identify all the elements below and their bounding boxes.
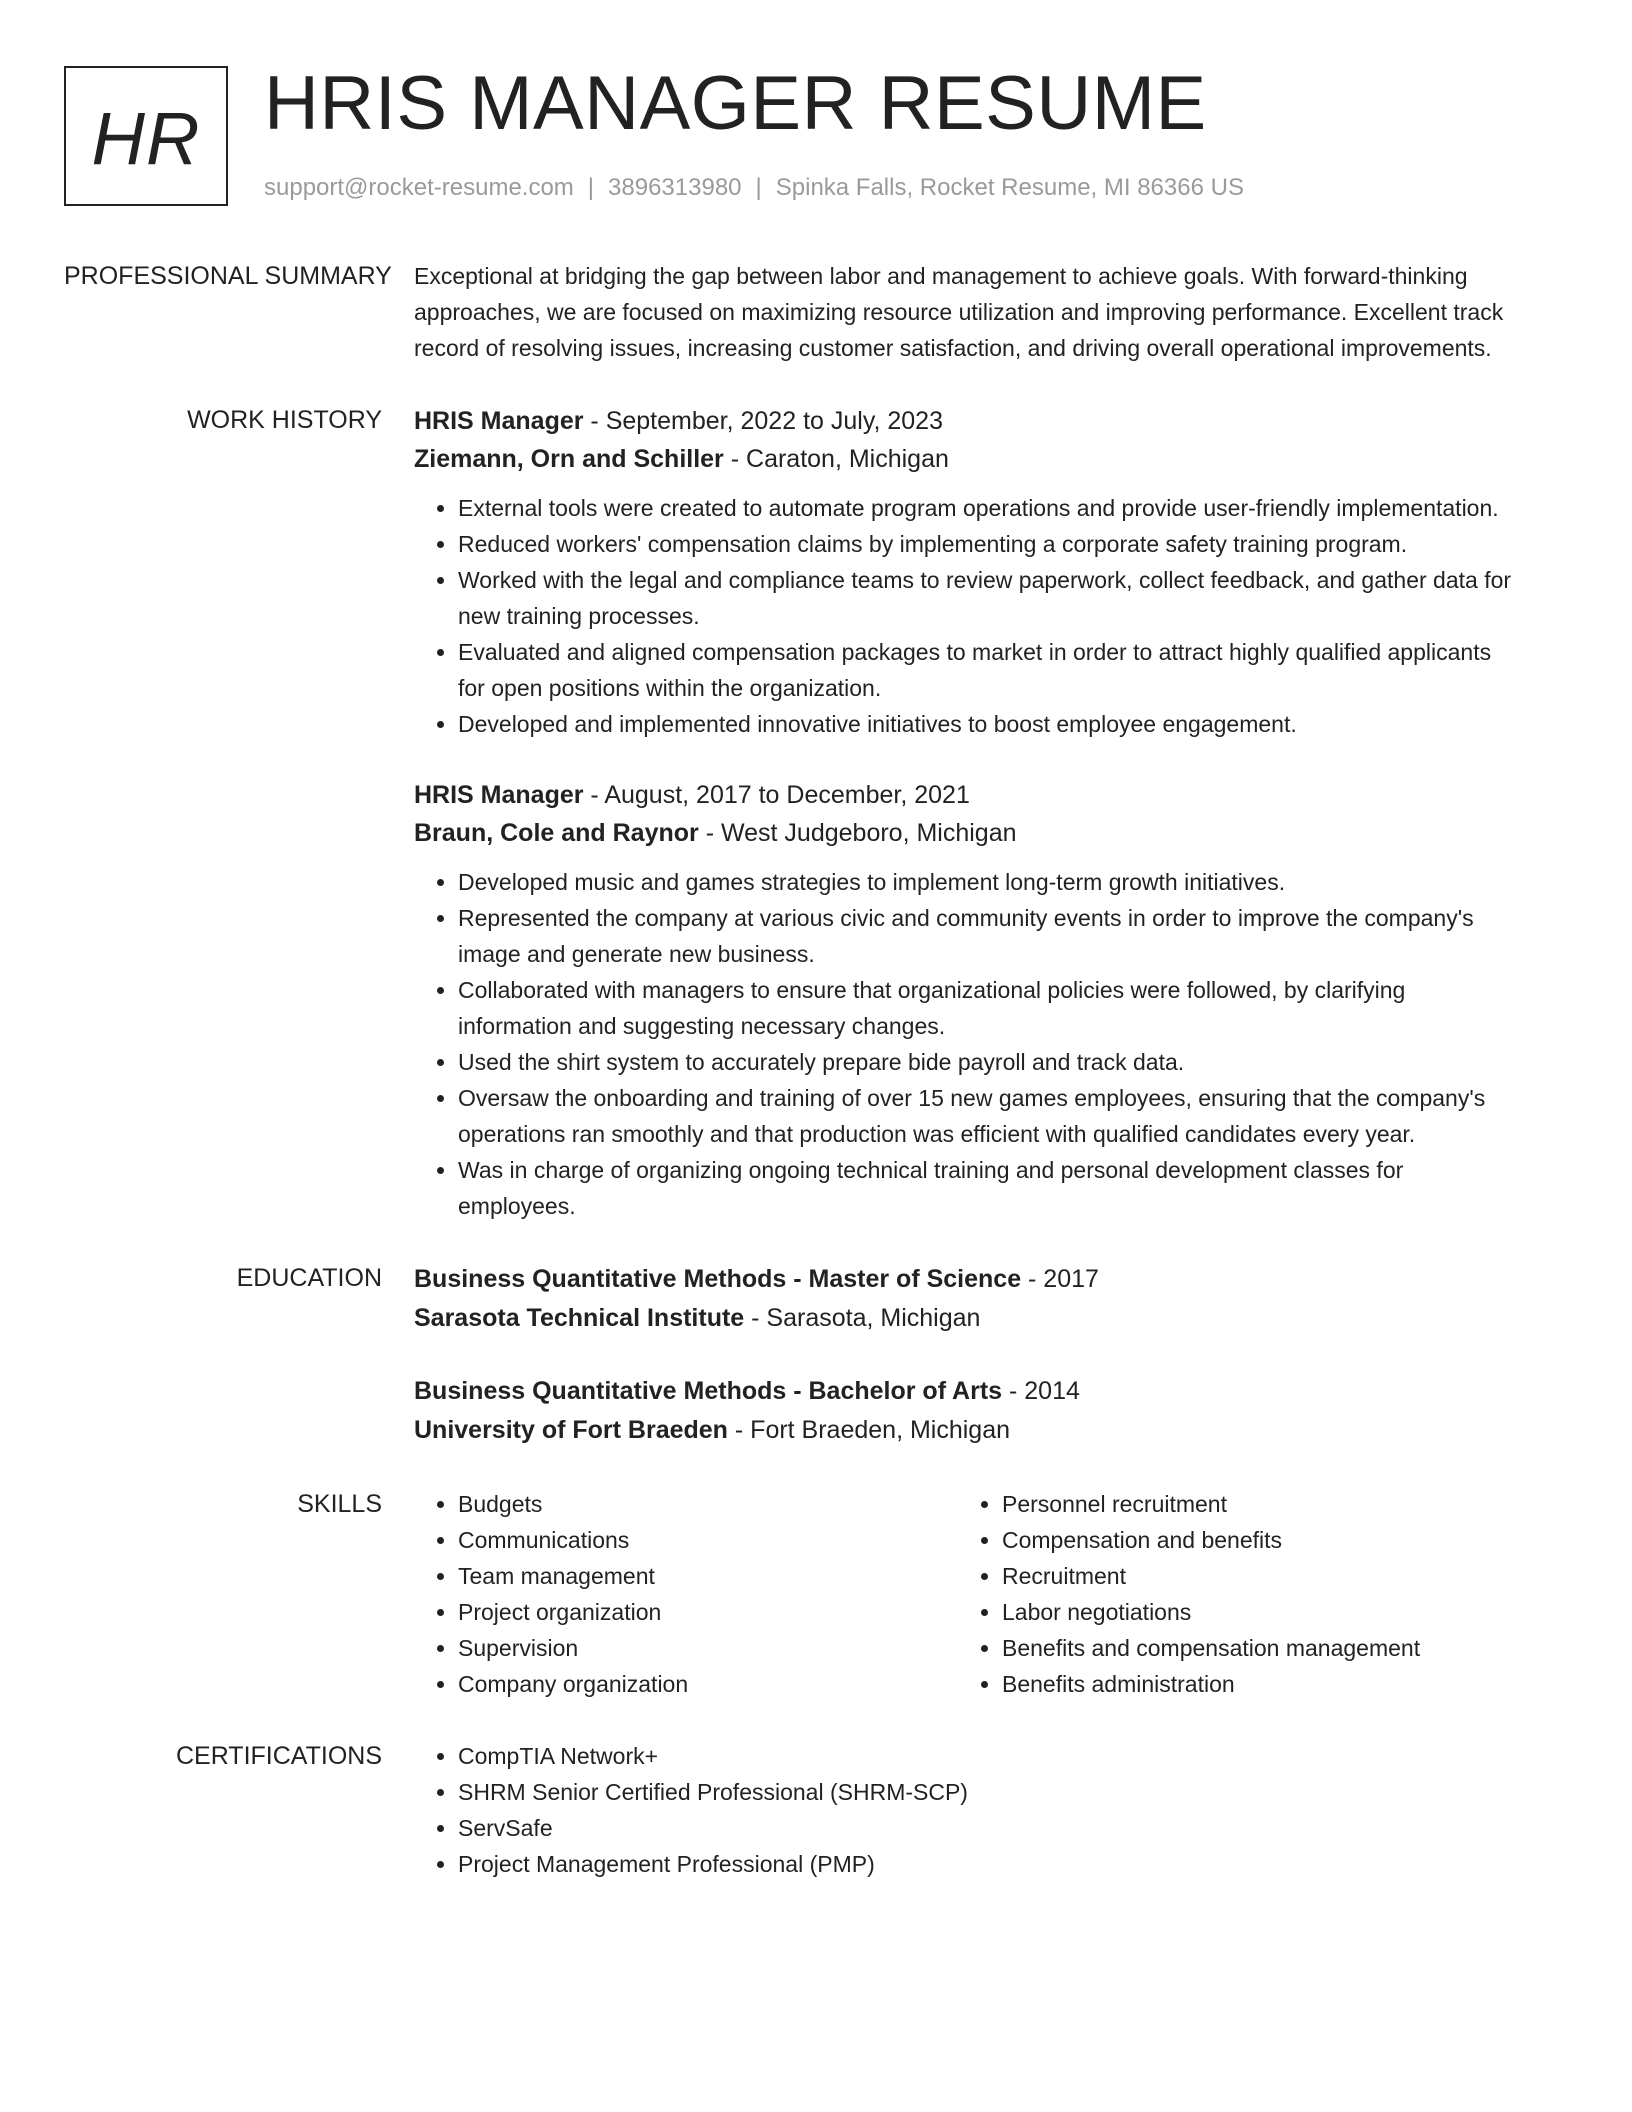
education-school: University of Fort Braeden <box>414 1416 728 1444</box>
job-bullet: • Evaluated and aligned compensation packages to market in order to attract highly qualified applicants for open positions within the organization. <box>458 634 1518 706</box>
skills-column-2 <box>958 1486 1502 1702</box>
resume-header <box>64 61 1568 210</box>
section-summary <box>64 258 1568 366</box>
resume-title: HRIS MANAGER RESUME <box>264 61 1207 146</box>
skill-item: • Compensation and benefits <box>1002 1522 1502 1558</box>
section-certifications <box>64 1738 1568 1882</box>
job-title: HRIS Manager <box>414 781 584 809</box>
certification-item: • SHRM Senior Certified Professional (SHRM-SCP) <box>458 1774 1568 1810</box>
education-degree: Business Quantitative Methods - Bachelor of Arts <box>414 1377 1003 1405</box>
job-bullet: • Oversaw the onboarding and training of over 15 new games employees, ensuring that the company's operations ran smoothly and that production was efficient with qualified candidates every year. <box>458 1080 1518 1152</box>
monogram-box <box>64 66 228 206</box>
skills-column-1 <box>414 1486 958 1702</box>
skill-item: • Recruitment <box>1002 1558 1502 1594</box>
job-bullet: • External tools were created to automate program operations and provide user-friendly implementation. <box>458 490 1518 526</box>
job-location: - Caraton, Michigan <box>723 445 949 473</box>
job-bullet: • Collaborated with managers to ensure that organizational policies were followed, by clarifying information and suggesting necessary changes. <box>458 972 1518 1044</box>
job-title-line <box>414 402 1568 440</box>
job-bullet: • Used the shirt system to accurately prepare bide payroll and track data. <box>458 1044 1518 1080</box>
job-location: - West Judgeboro, Michigan <box>698 819 1017 847</box>
job-company: Braun, Cole and Raynor <box>414 819 699 847</box>
contact-separator: | <box>755 174 762 201</box>
section-label-work-history: WORK HISTORY <box>187 406 382 434</box>
job-entry <box>414 402 1568 742</box>
section-label-education: EDUCATION <box>236 1264 382 1292</box>
education-degree-line <box>414 1260 1568 1299</box>
job-company: Ziemann, Orn and Schiller <box>414 445 724 473</box>
job-bullets <box>414 864 1518 1224</box>
education-degree-line <box>414 1372 1568 1411</box>
skill-item: • Benefits and compensation management <box>1002 1630 1502 1666</box>
job-company-line <box>414 440 1568 478</box>
contact-address: Spinka Falls, Rocket Resume, MI 86366 US <box>775 174 1244 201</box>
education-year: - 2014 <box>1002 1377 1080 1405</box>
education-school-line <box>414 1299 1568 1338</box>
certifications-list <box>414 1738 1568 1882</box>
education-school: Sarasota Technical Institute <box>414 1304 745 1332</box>
skills-grid <box>414 1486 1568 1702</box>
education-degree: Business Quantitative Methods - Master of Science <box>414 1265 1022 1293</box>
job-bullet: • Worked with the legal and compliance teams to review paperwork, collect feedback, and gather data for new training processes. <box>458 562 1518 634</box>
job-title: HRIS Manager <box>414 407 584 435</box>
section-label-summary: PROFESSIONAL SUMMARY <box>64 262 392 290</box>
education-entry <box>414 1260 1568 1338</box>
job-bullet: • Represented the company at various civic and community events in order to improve the company's image and generate new business. <box>458 900 1518 972</box>
job-bullet: • Developed music and games strategies to implement long-term growth initiatives. <box>458 864 1518 900</box>
job-entry <box>414 776 1568 1224</box>
contact-line <box>264 174 1244 202</box>
job-bullet: • Reduced workers' compensation claims by implementing a corporate safety training program. <box>458 526 1518 562</box>
section-label-skills: SKILLS <box>297 1490 382 1518</box>
education-location: - Fort Braeden, Michigan <box>727 1416 1011 1444</box>
section-education <box>64 1260 1568 1450</box>
monogram-initials: HR <box>91 96 201 180</box>
job-title-line <box>414 776 1568 814</box>
section-work-history <box>64 402 1568 1224</box>
education-school-line <box>414 1411 1568 1450</box>
skill-item: • Labor negotiations <box>1002 1594 1502 1630</box>
section-body-certifications <box>414 1738 1568 1882</box>
job-bullet: • Developed and implemented innovative initiatives to boost employee engagement. <box>458 706 1518 742</box>
job-company-line <box>414 814 1568 852</box>
section-body-skills <box>414 1486 1568 1702</box>
job-dates: - August, 2017 to December, 2021 <box>583 781 970 809</box>
section-body-summary <box>414 258 1568 366</box>
job-bullets <box>414 490 1518 742</box>
section-skills <box>64 1486 1568 1702</box>
job-bullet: • Was in charge of organizing ongoing technical training and personal development classes for employees. <box>458 1152 1518 1224</box>
summary-text: Exceptional at bridging the gap between labor and management to achieve goals. With forward-thinking approaches, we are focused on maximizing resource utilization and improving performance. Excellent track record of resolving issues, increasing customer satisfaction, and driving overall operational improvements. <box>414 263 1504 361</box>
skill-item: • Personnel recruitment <box>1002 1486 1502 1522</box>
section-label-certifications: CERTIFICATIONS <box>175 1742 382 1770</box>
skill-item: • Benefits administration <box>1002 1666 1502 1702</box>
education-entry <box>414 1372 1568 1450</box>
skill-item: • Project organization <box>458 1594 958 1630</box>
education-location: - Sarasota, Michigan <box>744 1304 981 1332</box>
certification-item: • CompTIA Network+ <box>458 1738 1568 1774</box>
contact-phone: 3896313980 <box>608 174 742 201</box>
skill-item: • Communications <box>458 1522 958 1558</box>
certification-item: • ServSafe <box>458 1810 1568 1846</box>
contact-email: support@rocket-resume.com <box>264 174 574 201</box>
contact-separator: | <box>587 174 595 201</box>
skill-item: • Company organization <box>458 1666 958 1702</box>
section-body-education <box>414 1260 1568 1450</box>
resume-sections <box>64 258 1568 1918</box>
skill-item: • Team management <box>458 1558 958 1594</box>
skill-item: • Supervision <box>458 1630 958 1666</box>
certification-item: • Project Management Professional (PMP) <box>458 1846 1568 1882</box>
education-year: - 2017 <box>1021 1265 1099 1293</box>
skill-item: • Budgets <box>458 1486 958 1522</box>
section-body-work-history <box>414 402 1568 1224</box>
job-dates: - September, 2022 to July, 2023 <box>583 407 943 435</box>
